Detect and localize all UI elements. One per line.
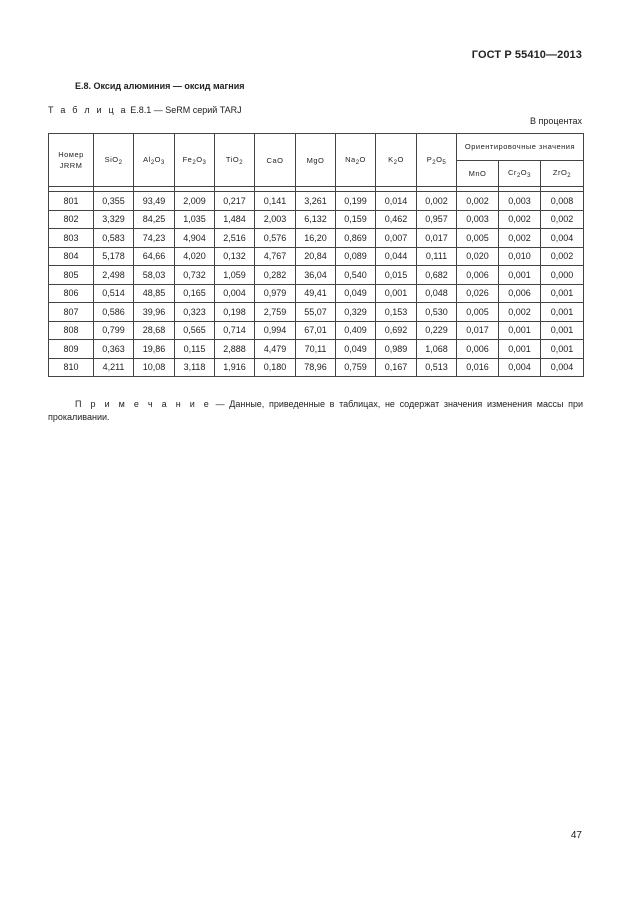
value-cell: 5,178 bbox=[94, 247, 134, 266]
value-cell: 4,211 bbox=[94, 358, 134, 377]
document-standard-header: ГОСТ Р 55410—2013 bbox=[471, 49, 582, 61]
value-cell: 0,089 bbox=[336, 247, 376, 266]
value-cell: 70,11 bbox=[296, 340, 336, 359]
value-cell: 0,229 bbox=[417, 321, 457, 340]
value-cell: 0,586 bbox=[94, 303, 134, 322]
value-cell: 0,682 bbox=[417, 266, 457, 285]
value-cell: 0,017 bbox=[457, 321, 499, 340]
table-caption bbox=[48, 105, 242, 115]
value-cell: 0,002 bbox=[499, 303, 541, 322]
value-cell: 84,25 bbox=[134, 210, 175, 229]
value-cell: 0,000 bbox=[541, 266, 584, 285]
value-cell: 49,41 bbox=[296, 284, 336, 303]
table-row bbox=[49, 358, 584, 377]
value-cell: 0,576 bbox=[255, 229, 296, 248]
header-jrrm-number: Номер JRRM bbox=[49, 134, 94, 187]
value-cell: 0,514 bbox=[94, 284, 134, 303]
value-cell: 0,004 bbox=[541, 229, 584, 248]
value-cell: 0,048 bbox=[417, 284, 457, 303]
header-mgo: MgO bbox=[296, 134, 336, 187]
value-cell: 0,001 bbox=[541, 321, 584, 340]
header-p2o5: $P_2O_5$ bbox=[417, 134, 457, 187]
value-cell: 0,049 bbox=[336, 340, 376, 359]
value-cell: 0,141 bbox=[255, 192, 296, 211]
table-row bbox=[49, 266, 584, 285]
value-cell: 1,035 bbox=[175, 210, 215, 229]
value-cell: 0,020 bbox=[457, 247, 499, 266]
value-cell: 16,20 bbox=[296, 229, 336, 248]
value-cell: 0,004 bbox=[541, 358, 584, 377]
row-id-cell: 806 bbox=[49, 284, 94, 303]
row-id-cell: 809 bbox=[49, 340, 94, 359]
value-cell: 0,115 bbox=[175, 340, 215, 359]
value-cell: 0,016 bbox=[457, 358, 499, 377]
table-row bbox=[49, 229, 584, 248]
value-cell: 0,513 bbox=[417, 358, 457, 377]
value-cell: 0,869 bbox=[336, 229, 376, 248]
value-cell: 0,692 bbox=[376, 321, 417, 340]
value-cell: 1,484 bbox=[215, 210, 255, 229]
note-label: П р и м е ч а н и е bbox=[75, 399, 211, 409]
value-cell: 0,003 bbox=[457, 210, 499, 229]
value-cell: 2,498 bbox=[94, 266, 134, 285]
value-cell: 0,409 bbox=[336, 321, 376, 340]
value-cell: 3,329 bbox=[94, 210, 134, 229]
value-cell: 0,989 bbox=[376, 340, 417, 359]
value-cell: 0,001 bbox=[541, 303, 584, 322]
row-id-cell: 802 bbox=[49, 210, 94, 229]
value-cell: 0,759 bbox=[336, 358, 376, 377]
value-cell: 0,159 bbox=[336, 210, 376, 229]
value-cell: 2,759 bbox=[255, 303, 296, 322]
value-cell: 48,85 bbox=[134, 284, 175, 303]
value-cell: 0,002 bbox=[541, 247, 584, 266]
value-cell: 0,994 bbox=[255, 321, 296, 340]
value-cell: 0,044 bbox=[376, 247, 417, 266]
header-sio2: SiO$_2$ bbox=[94, 134, 134, 187]
value-cell: 0,165 bbox=[175, 284, 215, 303]
row-id-cell: 805 bbox=[49, 266, 94, 285]
header-cr2o3: $Cr_2O_3$ bbox=[499, 161, 541, 187]
value-cell: 0,462 bbox=[376, 210, 417, 229]
value-cell: 39,96 bbox=[134, 303, 175, 322]
value-cell: 0,004 bbox=[499, 358, 541, 377]
value-cell: 1,916 bbox=[215, 358, 255, 377]
value-cell: 4,767 bbox=[255, 247, 296, 266]
row-id-cell: 808 bbox=[49, 321, 94, 340]
value-cell: 0,008 bbox=[541, 192, 584, 211]
value-cell: 0,007 bbox=[376, 229, 417, 248]
value-cell: 67,01 bbox=[296, 321, 336, 340]
value-cell: 0,017 bbox=[417, 229, 457, 248]
value-cell: 0,180 bbox=[255, 358, 296, 377]
value-cell: 0,217 bbox=[215, 192, 255, 211]
value-cell: 10,08 bbox=[134, 358, 175, 377]
table-row bbox=[49, 340, 584, 359]
value-cell: 0,198 bbox=[215, 303, 255, 322]
section-title: Е.8. Оксид алюминия — оксид магния bbox=[75, 81, 245, 91]
value-cell: 0,799 bbox=[94, 321, 134, 340]
row-id-cell: 803 bbox=[49, 229, 94, 248]
row-id-cell: 810 bbox=[49, 358, 94, 377]
value-cell: 19,86 bbox=[134, 340, 175, 359]
value-cell: 0,714 bbox=[215, 321, 255, 340]
value-cell: 0,153 bbox=[376, 303, 417, 322]
value-cell: 0,323 bbox=[175, 303, 215, 322]
value-cell: 2,009 bbox=[175, 192, 215, 211]
value-cell: 0,001 bbox=[541, 340, 584, 359]
value-cell: 2,003 bbox=[255, 210, 296, 229]
header-mno: MnO bbox=[457, 161, 499, 187]
header-tio2: TiO$_2$ bbox=[215, 134, 255, 187]
header-al2o3: $Al_2O_3$ bbox=[134, 134, 175, 187]
value-cell: 0,001 bbox=[541, 284, 584, 303]
value-cell: 0,167 bbox=[376, 358, 417, 377]
table-row bbox=[49, 284, 584, 303]
value-cell: 0,003 bbox=[499, 192, 541, 211]
header-zro2: ZrO$_2$ bbox=[541, 161, 584, 187]
value-cell: 0,002 bbox=[457, 192, 499, 211]
value-cell: 4,020 bbox=[175, 247, 215, 266]
table-row bbox=[49, 247, 584, 266]
table-unit-note: В процентах bbox=[530, 116, 582, 126]
value-cell: 0,001 bbox=[499, 340, 541, 359]
value-cell: 0,014 bbox=[376, 192, 417, 211]
note-text: — Данные, приведенные в таблицах, не содержат значения изменения массы при прокаливании. bbox=[48, 399, 583, 422]
value-cell: 0,363 bbox=[94, 340, 134, 359]
header-reference-values-group: Ориентировочные значения bbox=[457, 134, 584, 161]
value-cell: 0,006 bbox=[457, 340, 499, 359]
value-cell: 78,96 bbox=[296, 358, 336, 377]
value-cell: 0,565 bbox=[175, 321, 215, 340]
value-cell: 0,001 bbox=[376, 284, 417, 303]
value-cell: 20,84 bbox=[296, 247, 336, 266]
value-cell: 93,49 bbox=[134, 192, 175, 211]
row-id-cell: 801 bbox=[49, 192, 94, 211]
value-cell: 0,006 bbox=[499, 284, 541, 303]
row-id-cell: 807 bbox=[49, 303, 94, 322]
value-cell: 0,004 bbox=[215, 284, 255, 303]
value-cell: 2,888 bbox=[215, 340, 255, 359]
value-cell: 0,002 bbox=[499, 210, 541, 229]
table-row bbox=[49, 321, 584, 340]
value-cell: 36,04 bbox=[296, 266, 336, 285]
value-cell: 0,530 bbox=[417, 303, 457, 322]
value-cell: 3,261 bbox=[296, 192, 336, 211]
value-cell: 58,03 bbox=[134, 266, 175, 285]
value-cell: 0,199 bbox=[336, 192, 376, 211]
value-cell: 0,026 bbox=[457, 284, 499, 303]
value-cell: 6,132 bbox=[296, 210, 336, 229]
table-row bbox=[49, 303, 584, 322]
table-row bbox=[49, 192, 584, 211]
value-cell: 4,904 bbox=[175, 229, 215, 248]
value-cell: 0,049 bbox=[336, 284, 376, 303]
table-row bbox=[49, 210, 584, 229]
table-body bbox=[49, 187, 584, 377]
header-cao: CaO bbox=[255, 134, 296, 187]
value-cell: 0,583 bbox=[94, 229, 134, 248]
value-cell: 0,006 bbox=[457, 266, 499, 285]
header-na2o: $Na_2O$ bbox=[336, 134, 376, 187]
value-cell: 0,002 bbox=[499, 229, 541, 248]
value-cell: 4,479 bbox=[255, 340, 296, 359]
table-note bbox=[48, 398, 583, 424]
row-id-cell: 804 bbox=[49, 247, 94, 266]
value-cell: 0,329 bbox=[336, 303, 376, 322]
value-cell: 0,010 bbox=[499, 247, 541, 266]
header-k2o: $K_2O$ bbox=[376, 134, 417, 187]
value-cell: 74,23 bbox=[134, 229, 175, 248]
value-cell: 0,001 bbox=[499, 321, 541, 340]
value-cell: 0,002 bbox=[417, 192, 457, 211]
value-cell: 0,540 bbox=[336, 266, 376, 285]
value-cell: 0,957 bbox=[417, 210, 457, 229]
value-cell: 0,005 bbox=[457, 229, 499, 248]
value-cell: 0,005 bbox=[457, 303, 499, 322]
value-cell: 0,015 bbox=[376, 266, 417, 285]
table-caption-label: Т а б л и ц а bbox=[48, 105, 128, 115]
value-cell: 1,059 bbox=[215, 266, 255, 285]
value-cell: 3,118 bbox=[175, 358, 215, 377]
value-cell: 0,732 bbox=[175, 266, 215, 285]
value-cell: 64,66 bbox=[134, 247, 175, 266]
value-cell: 0,002 bbox=[541, 210, 584, 229]
value-cell: 1,068 bbox=[417, 340, 457, 359]
value-cell: 0,979 bbox=[255, 284, 296, 303]
value-cell: 28,68 bbox=[134, 321, 175, 340]
value-cell: 0,355 bbox=[94, 192, 134, 211]
header-fe2o3: $Fe_2O_3$ bbox=[175, 134, 215, 187]
value-cell: 2,516 bbox=[215, 229, 255, 248]
page-number: 47 bbox=[570, 830, 582, 841]
value-cell: 0,282 bbox=[255, 266, 296, 285]
value-cell: 55,07 bbox=[296, 303, 336, 322]
composition-table bbox=[48, 133, 584, 377]
value-cell: 0,111 bbox=[417, 247, 457, 266]
value-cell: 0,001 bbox=[499, 266, 541, 285]
table-caption-text: Е.8.1 — SeRM серий TARJ bbox=[127, 105, 242, 115]
value-cell: 0,132 bbox=[215, 247, 255, 266]
